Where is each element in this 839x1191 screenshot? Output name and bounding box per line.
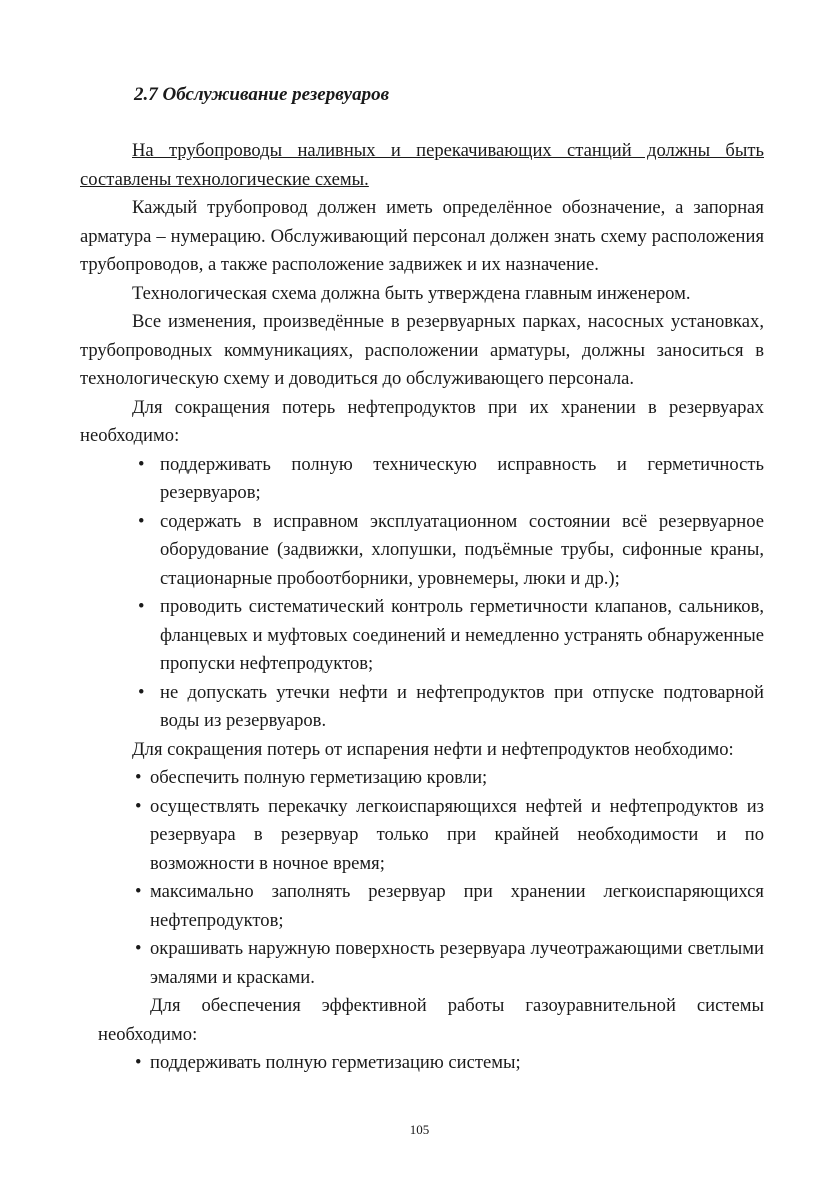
underlined-text: На трубопроводы наливных и перекачивающих станций должны быть составлены технологические схемы. xyxy=(80,140,764,190)
paragraph-storage-losses: Для сокращения потерь нефтепродуктов при их хранении в резервуарах необходимо: xyxy=(80,396,764,446)
list-item: • содержать в исправном эксплуатационном состоянии всё резервуарное оборудование (задвижки, хлопушки, подъёмные трубы, сифонные краны, стационарные пробоотборники, уровнемеры, люки и др.); xyxy=(80,508,764,594)
paragraph-technological-schemes xyxy=(80,137,764,194)
list-item: • поддерживать полную техническую исправность и герметичность резервуаров; xyxy=(80,451,764,508)
bullet-icon: • xyxy=(135,1052,142,1073)
paragraph-scheme-approval: Технологическая схема должна быть утверждена главным инженером. xyxy=(132,282,691,304)
bullet-icon: • xyxy=(135,938,142,959)
bullet-icon: • xyxy=(135,795,142,817)
bullet-icon: • xyxy=(138,681,145,703)
list-item: • не допускать утечки нефти и нефтепродуктов при отпуске подтоварной воды из резервуаров. xyxy=(80,679,764,736)
paragraph-pipeline-designation: Каждый трубопровод должен иметь определённое обозначение, а запорная арматура – нумерацию. Обслуживающий персонал должен знать схему расположения трубопроводов, а также расположение задвижек и их назначение. xyxy=(80,197,764,275)
list-item: • окрашивать наружную поверхность резервуара лучеотражающими светлыми эмалями и красками. xyxy=(80,935,764,992)
list-item: • максимально заполнять резервуар при хранении легкоиспаряющихся нефтепродуктов; xyxy=(80,878,764,935)
list-item: • осуществлять перекачку легкоиспаряющихся нефтей и нефтепродуктов из резервуара в резервуар только при крайней необходимости и по возможности в ночное время; xyxy=(80,793,764,879)
list-item: • проводить систематический контроль герметичности клапанов, сальников, фланцевых и муфтовых соединений и немедленно устранять обнаруженные пропуски нефтепродуктов; xyxy=(80,593,764,679)
bullet-icon: • xyxy=(135,881,142,902)
body-text xyxy=(80,137,764,1078)
page-number: 105 xyxy=(409,1122,430,1137)
gas-equalizing-list xyxy=(80,1049,764,1078)
section-heading: 2.7 Обслуживание резервуаров xyxy=(134,84,390,105)
paragraph-evaporation-losses: Для сокращения потерь от испарения нефти и нефтепродуктов необходимо: xyxy=(132,738,734,760)
paragraph-gas-equalizing-system: Для обеспечения эффективной работы газоуравнительной системы необходимо: xyxy=(98,995,764,1045)
bullet-icon: • xyxy=(138,453,145,475)
paragraph-changes: Все изменения, произведённые в резервуарных парках, насосных установках, трубопроводных коммуникациях, расположении арматуры, должны заноситься в технологическую схему и доводиться до обслуживающего персонала. xyxy=(80,311,764,389)
bullet-icon: • xyxy=(138,510,145,532)
bullet-icon: • xyxy=(138,596,145,617)
evaporation-losses-list xyxy=(80,764,764,992)
list-item: • обеспечить полную герметизацию кровли; xyxy=(80,764,764,793)
bullet-icon: • xyxy=(135,767,142,788)
storage-losses-list xyxy=(80,451,764,736)
list-item: • поддерживать полную герметизацию системы; xyxy=(80,1049,764,1078)
